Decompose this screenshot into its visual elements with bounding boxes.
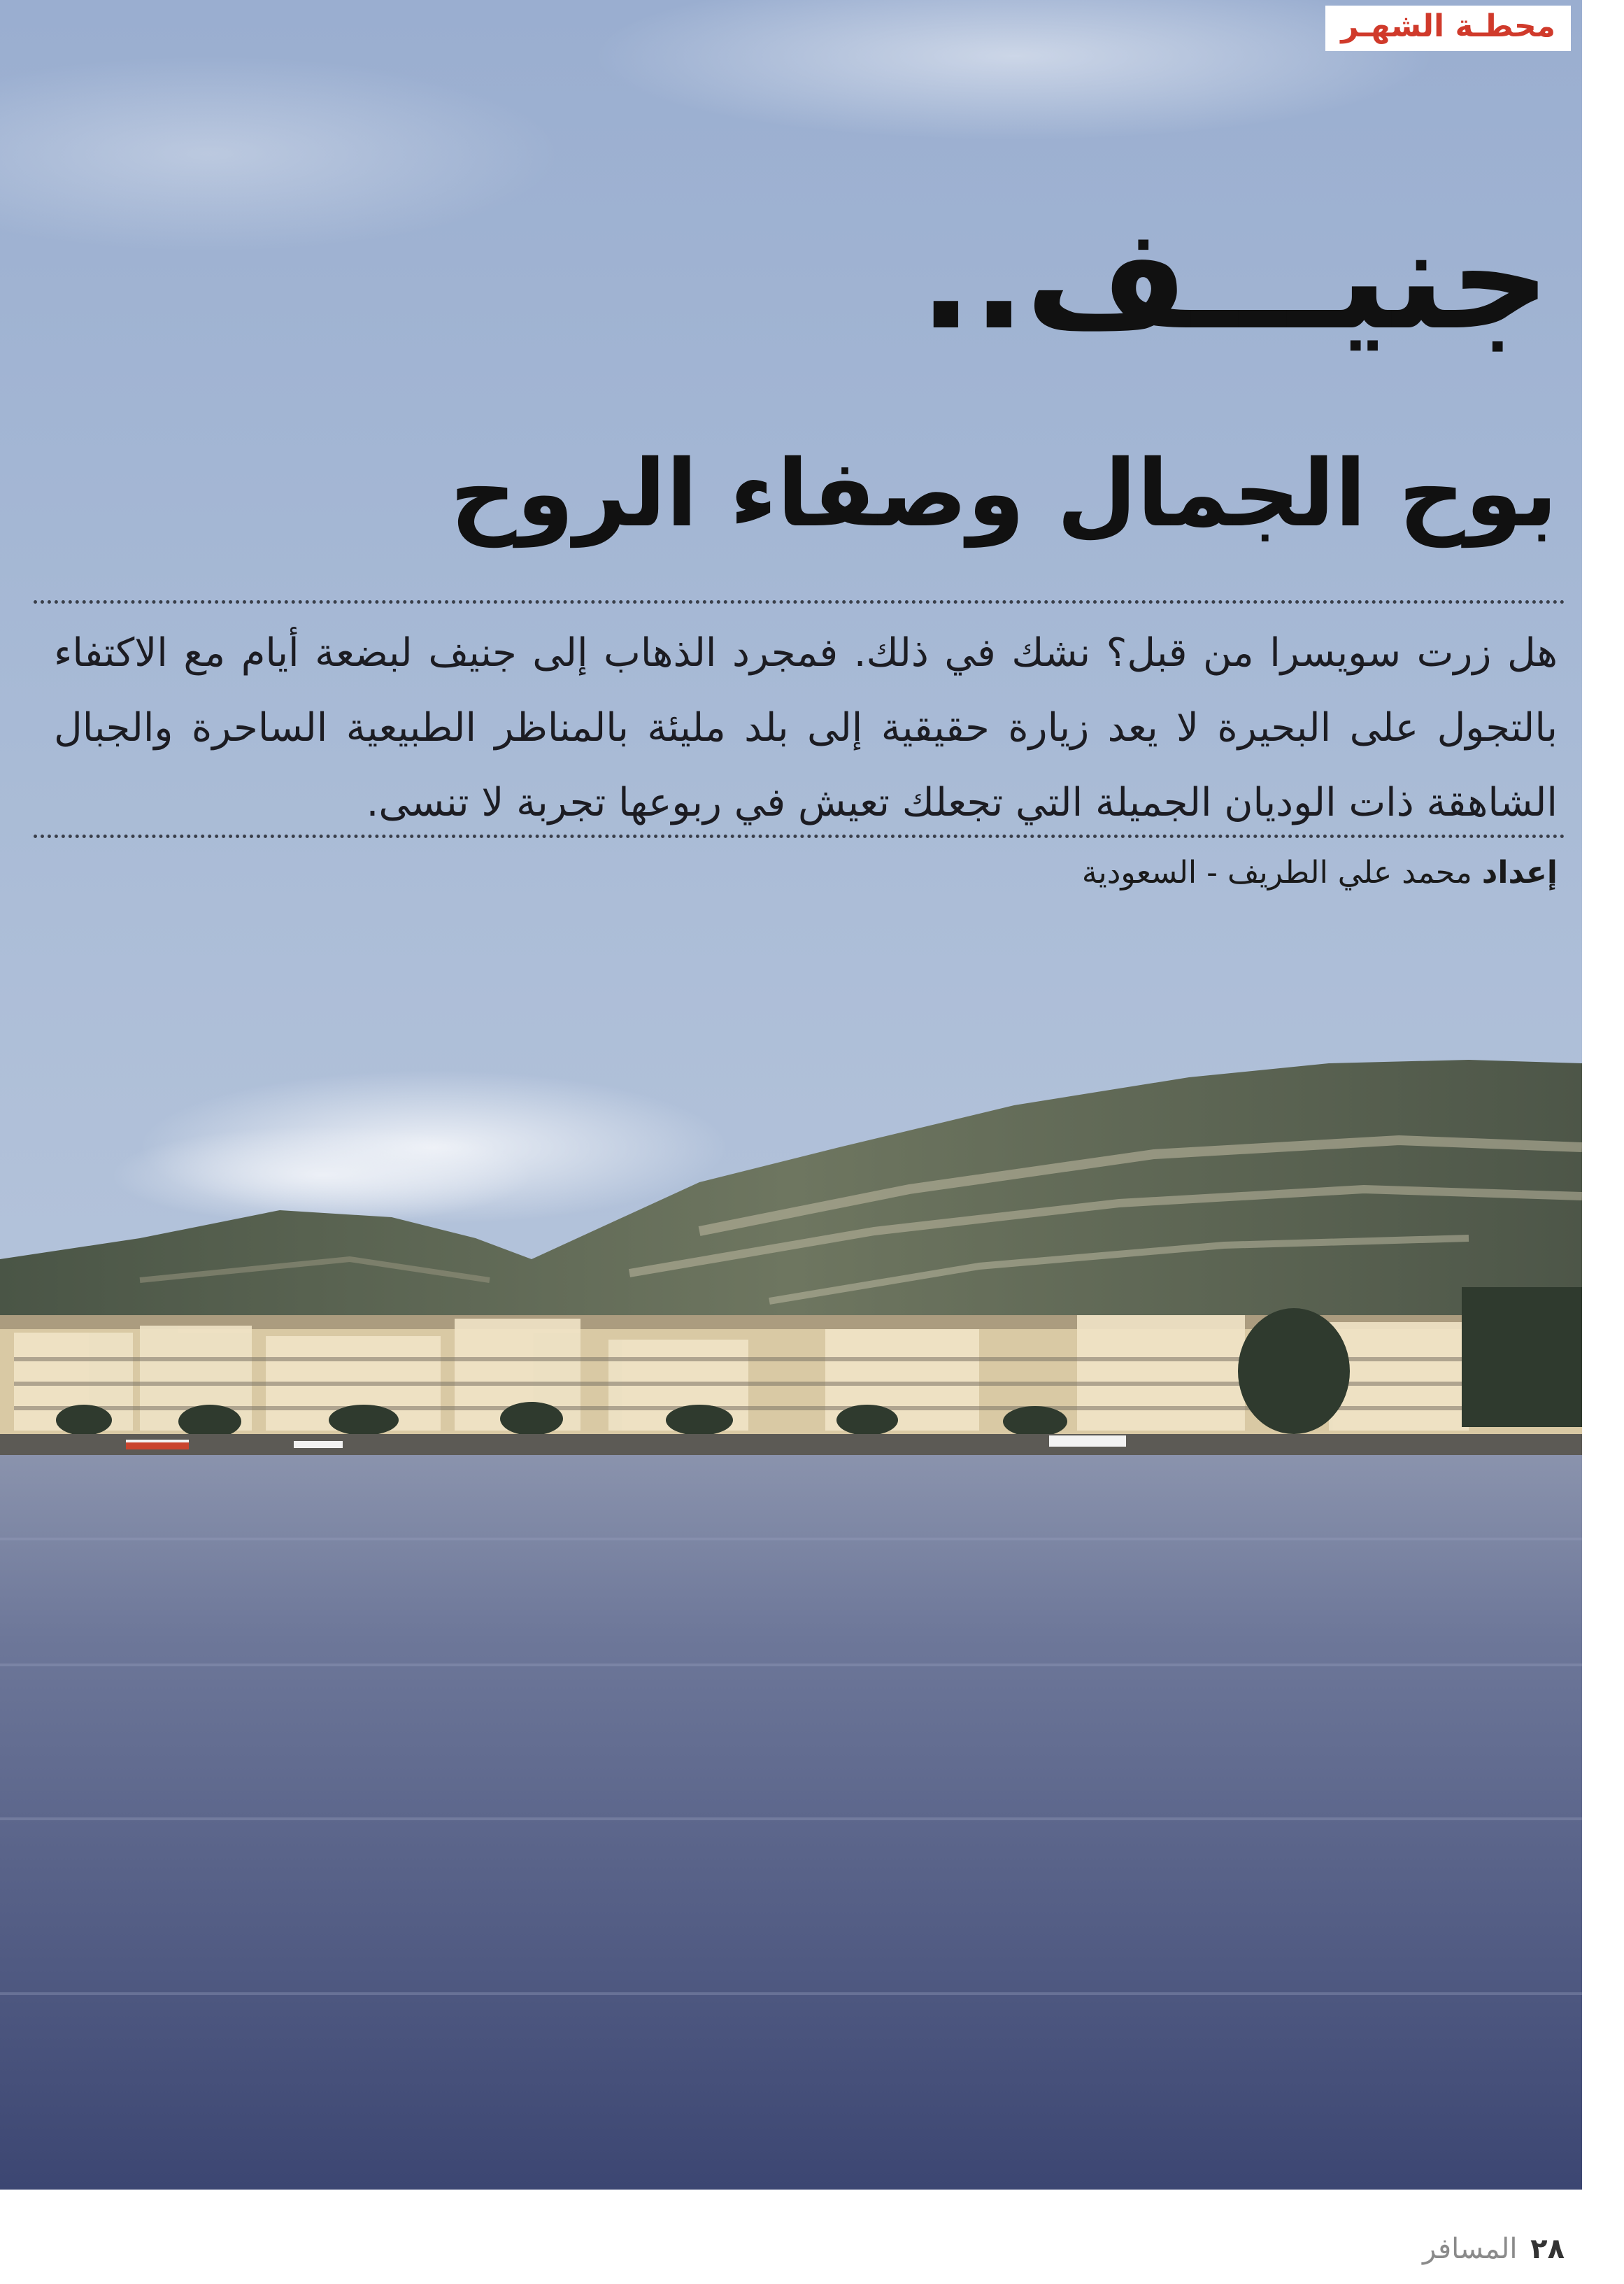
intro-paragraph: هل زرت سويسرا من قبل؟ نشك في ذلك. فمجرد الذهاب إلى جنيف لبضعة أيام مع الاكتفاء بالتجول على البحيرة لا يعد زيارة حقيقية إلى بلد مليئة بالمناظر الطبيعية الساحرة والجبال الشاهقة ذات الوديان الجميلة التي تجعلك تعيش في ربوعها تجربة لا تنسى.: [54, 630, 1558, 825]
byline-label: إعداد: [1481, 855, 1558, 891]
article-title: جنيـــف..: [919, 198, 1551, 361]
dotted-divider-bottom: [34, 835, 1565, 838]
page-number: ٢٨: [1530, 2233, 1565, 2265]
section-label: محطـة الشهـر: [1325, 6, 1571, 51]
dotted-divider-top: [34, 600, 1565, 604]
magazine-name: المسافر: [1422, 2233, 1518, 2265]
byline: [1082, 855, 1558, 891]
article-subtitle: بوح الجمال وصفاء الروح: [450, 440, 1558, 548]
page-folio: [1423, 2233, 1565, 2265]
byline-author: محمد علي الطريف - السعودية: [1081, 855, 1472, 891]
